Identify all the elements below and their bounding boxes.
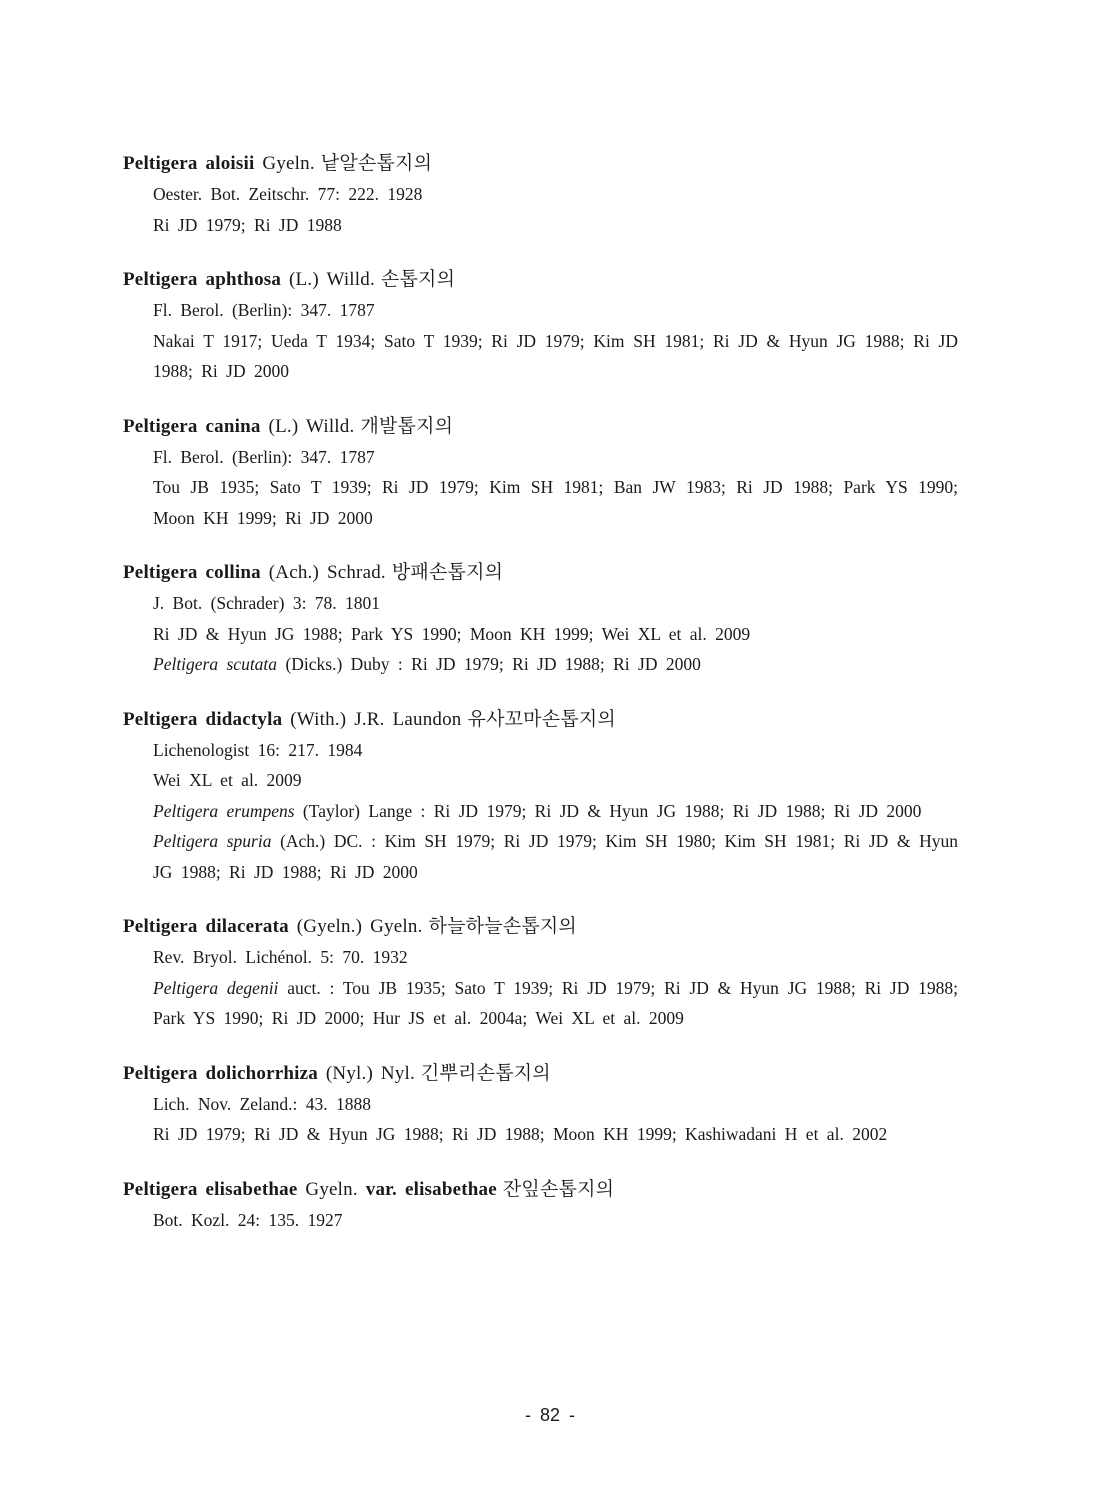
reference-text: Ri JD 1979; Ri JD 1988 (153, 214, 342, 235)
korean-name: 하늘하늘손톱지의 (428, 915, 577, 937)
synonym-line (123, 796, 958, 827)
reference-text: (Taylor) Lange : Ri JD 1979; Ri JD & Hyun JG 1988; Ri JD 1988; Ri JD 2000 (294, 800, 922, 821)
synonym-name: Peltigera scutata (153, 654, 278, 674)
reference-text: auct. : Tou JB 1935; Sato T 1939; Ri JD 1979; Ri JD & Hyun JG 1988; Ri JD 1988; Park YS 1990; Ri JD 2000; Hur JS et al. 2004a; Wei XL et al. 2009 (153, 977, 958, 1028)
species-author: Gyeln. (305, 1178, 358, 1200)
species-title (123, 411, 958, 442)
species-title (123, 704, 958, 735)
species-title (123, 148, 958, 179)
species-title (123, 557, 958, 588)
reference-text: Rev. Bryol. Lichénol. 5: 70. 1932 (153, 947, 408, 967)
genus-name: Peltigera (123, 1062, 198, 1084)
reference-text: (Ach.) DC. : Kim SH 1979; Ri JD 1979; Kim SH 1980; Kim SH 1981; Ri JD & Hyun JG 1988; Ri JD 1988; Ri JD 2000 (153, 831, 958, 882)
genus-name: Peltigera (123, 708, 198, 730)
korean-name: 잔잎손톱지의 (502, 1177, 615, 1200)
species-author: (Gyeln.) Gyeln. (296, 916, 423, 937)
reference-text: Tou JB 1935; Sato T 1939; Ri JD 1979; Kim SH 1981; Ban JW 1983; Ri JD 1988; Park YS 1990; Moon KH 1999; Ri JD 2000 (153, 477, 958, 528)
reference-line (123, 588, 958, 619)
species-epithet: aloisii (205, 153, 255, 174)
species-entry (123, 704, 958, 888)
reference-text: Lichenologist 16: 217. 1984 (153, 739, 363, 760)
species-epithet: dolichorrhiza (205, 1062, 318, 1084)
species-entry (123, 411, 958, 534)
reference-text: Bot. Kozl. 24: 135. 1927 (153, 1209, 343, 1230)
species-epithet: elisabethae (205, 1178, 298, 1200)
species-entry (123, 911, 958, 1034)
genus-name: Peltigera (123, 269, 198, 290)
reference-line (123, 619, 958, 650)
reference-text: Nakai T 1917; Ueda T 1934; Sato T 1939; Ri JD 1979; Kim SH 1981; Ri JD & Hyun JG 1988; Ri JD 1988; Ri JD 2000 (153, 330, 958, 381)
synonym-name: Peltigera degenii (153, 977, 279, 998)
species-entry (123, 148, 958, 240)
korean-name: 유사꼬마손톱지의 (467, 707, 616, 730)
korean-name: 낱알손톱지의 (320, 152, 433, 174)
species-entry (123, 264, 958, 387)
genus-name: Peltigera (123, 153, 198, 174)
synonym-name: Peltigera spuria (153, 831, 272, 851)
species-author: (Ach.) Schrad. (268, 562, 386, 583)
genus-name: Peltigera (123, 1178, 198, 1200)
reference-line (123, 442, 958, 473)
species-epithet: canina (205, 415, 261, 437)
species-entry (123, 557, 958, 680)
reference-line (123, 1089, 958, 1120)
reference-line (123, 942, 958, 973)
reference-text: J. Bot. (Schrader) 3: 78. 1801 (153, 593, 381, 613)
species-title (123, 1174, 958, 1205)
reference-text: Fl. Berol. (Berlin): 347. 1787 (153, 446, 375, 467)
reference-line (123, 765, 958, 796)
reference-line (123, 210, 958, 241)
synonym-line (123, 973, 958, 1034)
page-number: - 82 - (524, 1405, 575, 1425)
reference-line (123, 179, 958, 210)
reference-text: Ri JD & Hyun JG 1988; Park YS 1990; Moon KH 1999; Wei XL et al. 2009 (153, 623, 751, 644)
reference-text: Wei XL et al. 2009 (153, 770, 302, 790)
species-epithet: collina (205, 562, 261, 583)
reference-text: Fl. Berol. (Berlin): 347. 1787 (153, 300, 375, 320)
reference-line (123, 326, 958, 387)
korean-name: 방패손톱지의 (391, 561, 504, 583)
reference-line (123, 1119, 958, 1150)
reference-line (123, 1205, 958, 1236)
synonym-name: Peltigera erumpens (153, 800, 295, 821)
species-author: (L.) Willd. (268, 415, 355, 437)
korean-name: 손톱지의 (380, 268, 456, 290)
species-title (123, 911, 958, 942)
species-author: (With.) J.R. Laundon (290, 708, 462, 730)
species-entry (123, 1174, 958, 1236)
reference-text: (Dicks.) Duby : Ri JD 1979; Ri JD 1988; Ri JD 2000 (277, 654, 701, 674)
species-author: (Nyl.) Nyl. (325, 1062, 415, 1084)
genus-name: Peltigera (123, 562, 198, 583)
reference-text: Oester. Bot. Zeitschr. 77: 222. 1928 (153, 184, 423, 204)
reference-line (123, 735, 958, 766)
species-author: Gyeln. (262, 153, 315, 174)
synonym-line (123, 649, 958, 680)
species-list (123, 148, 958, 1259)
reference-line (123, 295, 958, 326)
species-entry (123, 1058, 958, 1150)
reference-text: Lich. Nov. Zeland.: 43. 1888 (153, 1093, 372, 1114)
species-epithet: aphthosa (205, 269, 282, 290)
species-title (123, 264, 958, 295)
reference-line (123, 472, 958, 533)
korean-name: 긴뿌리손톱지의 (420, 1061, 551, 1084)
genus-name: Peltigera (123, 916, 198, 937)
species-epithet: didactyla (205, 708, 283, 730)
korean-name: 개발톱지의 (360, 414, 454, 437)
species-epithet: dilacerata (205, 916, 289, 937)
species-title (123, 1058, 958, 1089)
infraspecific-rank: var. elisabethae (365, 1178, 497, 1200)
species-author: (L.) Willd. (289, 269, 375, 290)
synonym-line (123, 826, 958, 887)
genus-name: Peltigera (123, 415, 198, 437)
reference-text: Ri JD 1979; Ri JD & Hyun JG 1988; Ri JD 1988; Moon KH 1999; Kashiwadani H et al. 2002 (153, 1124, 888, 1144)
